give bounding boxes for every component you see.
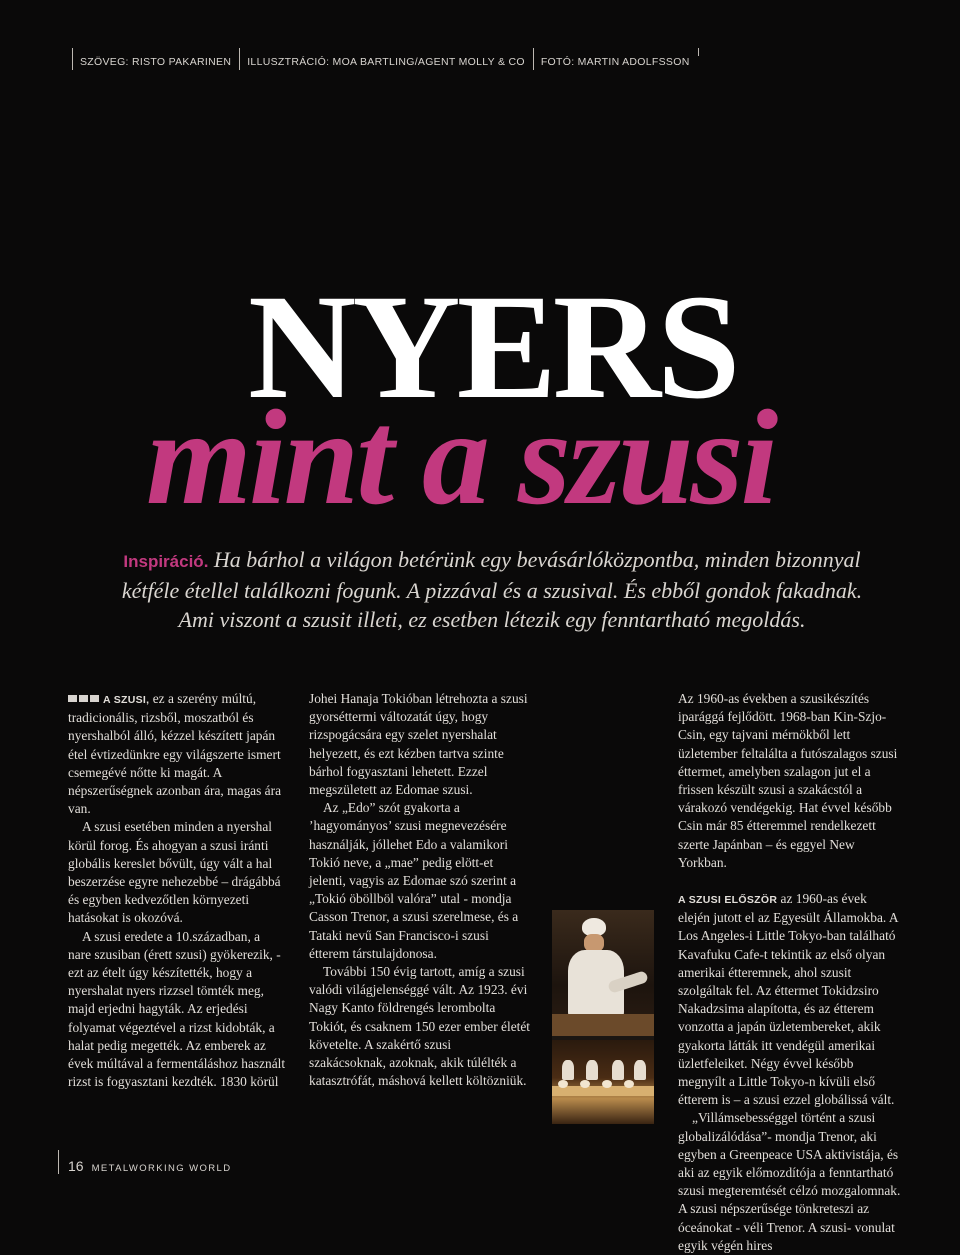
sushi-plate: [624, 1080, 634, 1088]
page-footer: [68, 1158, 231, 1174]
conveyor-belt: [552, 1086, 654, 1096]
body-column-2: [309, 690, 531, 1090]
credits-line: [72, 48, 699, 70]
body-paragraph: [678, 690, 902, 872]
magazine-name: METALWORKING WORLD: [91, 1163, 232, 1174]
sushi-chef-photo: [552, 910, 654, 1124]
credit-illustration: ILLUSZTRÁCIÓ: MOA BARTLING/AGENT MOLLY & CO: [239, 48, 533, 70]
photo-chef-scene: [552, 910, 654, 1036]
body-text: Az 1960-as években a szusikészítés iparággá fejlődött. 1968-ban Kin-Szjo-Csin, egy tajvani mérnökből lett üzletember feltalálta a futószalagos szusi éttermet, amelyben szalagon jut el a frissen készült szusi a szakácstól a várakozó vendégekig. Hat évvel később Csin már 85 étteremmel rendelkezett szerte Japánban – és eggyel New Yorkban.: [678, 691, 898, 870]
lead-text: Ha bárhol a világon betérünk egy bevásárlóközpontba, minden bizonnyal kétféle étellel találkozni fogunk. A pizzával és a szusival. És ebből gondok fakadnak. Ami viszont a szusit illeti, ez esetben létezik egy fenntartható megoldás.: [121, 547, 863, 632]
diner-figure: [612, 1060, 624, 1080]
diner-figure: [586, 1060, 598, 1080]
sushi-plate: [580, 1080, 590, 1088]
headline-main: NYERS: [248, 264, 737, 430]
sushi-counter: [552, 1014, 654, 1036]
diner-figure: [634, 1060, 646, 1080]
body-text: A szusi eredete a 10.században, a nare szusiban (érett szusi) gyökerezik, - ezt az ételt úgy készítették, hogy a nyershalat nyers rizzsel tömték meg, majd erjedni hagyták. Az erjedési folyamat végeztével a rizst kidobták, a halat pedig megették. Az emberek az évek múltával a fermentáláshoz használt rizst is fogyasztani kezdték. 1830 körül: [68, 928, 286, 1090]
footer-divider: [58, 1150, 59, 1174]
lead-label: Inspiráció.: [123, 552, 209, 571]
body-paragraph: [309, 690, 531, 799]
body-text: Az „Edo” szót gyakorta a ’hagyományos’ szusi megnevezésére használják, jóllehet Edo a valamikori Tokió neve, a „mae” pedig elött-et jelenti, vagyis az Edomae szó szerint a „Tokió öböllböl valóra” utal - mondja Casson Trenor, a szusi szerelmese, és a Tataki nevű San Francisco-i szusi étterem társtulajdonosa.: [309, 800, 519, 961]
body-paragraph: [309, 799, 531, 963]
credit-photo: FOTÓ: MARTIN ADOLFSSON: [533, 48, 698, 70]
body-paragraph: [68, 928, 286, 1092]
lead-paragraph: [112, 545, 872, 634]
diner-figure: [562, 1060, 574, 1080]
body-text: „Villámsebességgel történt a szusi globalizálódása”- mondja Trenor, aki egyben a Greenpeace USA aktivistája, és aki az egyik előmozdítója a fenntartható szusi megteremtését célzó mozgalomnak. A szusi népszerűsége tönkreteszi az óceánokat - véli Trenor. A szusi- vonulat egyik végén hires: [678, 1110, 901, 1253]
body-paragraph: [68, 690, 286, 818]
runin-heading: A SZUSI,: [103, 694, 150, 706]
section-marker-icon: [68, 695, 99, 702]
body-column-1: [68, 690, 286, 1091]
body-text: További 150 évig tartott, amíg a szusi valódi világjelenséggé vált. Az 1923. évi Nagy Kanto földrengés lerombolta Tokiót, és csaknem 150 ezer ember életét követelte. A szakértő szusi szakácsoknak, azoknak, akik túlélték a katasztrófát, máshová kellett költözniük.: [309, 964, 531, 1089]
body-text: A szusi esetében minden a nyershal körül forog. És ahogyan a szusi iránti globális kereslet bővült, úgy vált a hal beszerzése egyre nehezebbé – drágábbá és egyben kedvezőtlen környezeti hatásokat is okozóvá.: [68, 819, 281, 926]
body-paragraph: [678, 890, 902, 1109]
body-paragraph: [678, 1109, 902, 1255]
credit-text: SZÖVEG: RISTO PAKARINEN: [72, 48, 239, 70]
sushi-plate: [602, 1080, 612, 1088]
body-paragraph: [309, 963, 531, 1090]
headline-sub: mint a szusi: [146, 383, 776, 533]
body-paragraph: [68, 818, 286, 927]
credit-divider: [698, 48, 699, 56]
page-number: 16: [68, 1158, 84, 1174]
body-text: ez a szerény múltú, tradicionális, rizsből, moszatból és nyershalból álló, kézzel készített japán étel évtizedünkre egy világszerte ismert csemegévé nőtte ki magát. A népszerűségnek azonban ára, magas ára van.: [68, 691, 282, 817]
runin-heading: A SZUSI ELŐSZÖR: [678, 894, 778, 907]
sushi-plate: [558, 1080, 568, 1088]
body-text: az 1960-as évek elején jutott el az Egyesült Államokba. A Los Angeles-i Little Tokyo-ban található Kavafuku Cafe-t tekintik az első olyan amerikai étteremnek, ahol szusit szolgáltak fel. Az éttermet Tokidzsiro Nakadzsima alapította, és az étterem vonzotta a japán üzletembereket, akik gyakorta látták itt vendégül amerikai üzletfeleiket. Négy évvel később megnyílt a Little Tokyo-n kívüli első étterem is – a szusi ezzel globálissá vált.: [678, 891, 898, 1108]
body-text: Johei Hanaja Tokióban létrehozta a szusi gyorséttermi változatát úgy, hogy rizspogácsára egy szelet nyershalat helyezett, és ezt kézben tartva szinte bárhol fogyasztani lehetett. Ezzel megszületett az Edomae szusi.: [309, 691, 528, 798]
body-column-3: [678, 690, 902, 1255]
